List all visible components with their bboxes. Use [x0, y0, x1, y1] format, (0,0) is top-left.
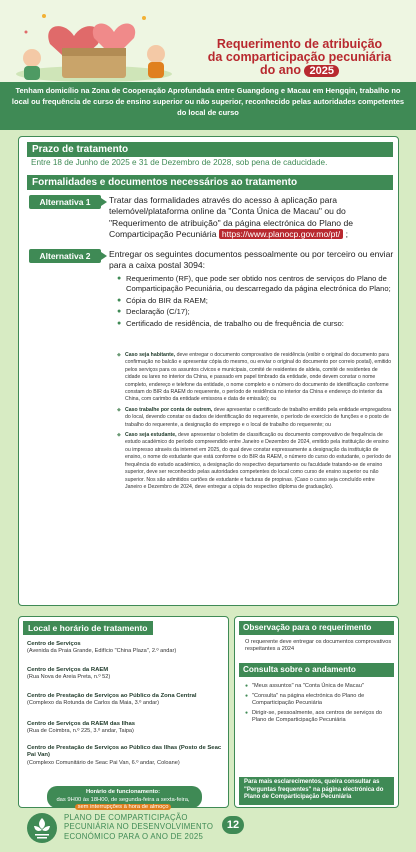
location-item: Centro de Prestação de Serviços ao Público da Zona Central (Complexo da Rotunda de Carlos da Maia, 3.º andar) — [27, 693, 197, 707]
observation-heading: Observação para o requerimento — [239, 621, 394, 635]
plan-website-link[interactable]: https://www.planocp.gov.mo/pt/ — [219, 229, 343, 239]
deadline-text: Entre 18 de Junho de 2025 e 31 de Dezembro de 2028, sob pena de caducidade. — [31, 158, 328, 167]
page-number: 12 — [222, 816, 244, 834]
list-item: ● Certificado de residência, de trabalho ou de frequência de curso: — [117, 319, 393, 329]
location-item: Centro de Serviços da RAEM (Rua Nova de Areia Preta, n.º 52) — [27, 667, 111, 681]
certificate-details — [117, 352, 393, 494]
alternative-1-badge: Alternativa 1 — [29, 195, 101, 209]
locations-box — [18, 616, 229, 808]
detail-worker: ◆ Caso trabalhe por conta de outrem, deve apresentar o certificado de trabalho emitido pela entidade empregadora do local, devendo constar os dados de identificação do requerente, o período de exercício de funções e o posto de trabalho do requerente, a designação do emprego e o local de trabalho do requerente; ou — [117, 407, 393, 429]
title-line: Requerimento de atribuição — [216, 37, 383, 51]
location-item: Centro de Prestação de Serviços ao Público das Ilhas (Posto de Seac Pai Van) (Complexo Comunitário de Seac Pai Van, 6.º andar, Coloane) — [27, 745, 222, 766]
year-badge: 2025 — [304, 65, 338, 77]
page-title — [192, 38, 407, 77]
locations-heading: Local e horário de tratamento — [23, 621, 153, 635]
observation-text: O requerente deve entregar os documentos comprovativos respeitantes a 2024 — [245, 639, 392, 652]
list-item: ● "Consulta" na página electrónica do Plano de Comparticipação Pecuniária — [245, 693, 393, 707]
detail-student: ◆ Caso seja estudante, deve apresentar o boletim de classificação ou documento comprovativo de frequência de estudo académico do período compreendido entre Janeiro e Dezembro de 2024, emitido pela instituição de ensino ou impresso através da internet em 2025, do qual deve constar expressamente a designação da instituição de ensino, o nome do estudante que está conforme o do BIR da RAEM, o número do curso do estudante, o período de frequência do estudo académico, a designação do respectivo departamento ou faculdade tratando-se de ensino superior, deve ser reconhecido pelas autoridades competentes do local como curso de ensino superior ou não superior. Nos são admitidos cartões de estudante e facturas de propinas. (Caso o curso seja concluído entre Janeiro e Dezembro de 2024, deve entregar a cópia do respectivo diploma de graduação). — [117, 432, 393, 491]
list-item: ● Declaração (C/17); — [117, 307, 393, 317]
documents-list — [117, 274, 393, 330]
info-box — [234, 616, 399, 808]
intro-banner: Tenham domicílio na Zona de Cooperação Aprofundada entre Guangdong e Macau em Hengqin, trabalho no local ou frequência de curso de ensino superior ou não superior, reconhecido pelas autoridades competentes do local de curso — [0, 82, 416, 130]
faq-callout: Para mais esclarecimentos, queira consultar as "Perguntas frequentes" na página electrónica do Plano de Comparticipação Pecuniária — [239, 777, 394, 805]
opening-hours: Horário de funcionamento: das 9H00 às 18H00, de segunda-feira a sexta-feira, sem interrupções à hora de almoço — [56, 789, 190, 810]
illustration-family-icon — [14, 6, 174, 82]
list-item: ● Cópia do BIR da RAEM; — [117, 296, 393, 306]
footer-text: PLANO DE COMPARTICIPAÇÃO PECUNIÁRIA NO DESENVOLVIMENTO ECONÓMICO PARA O ANO DE 2025 — [64, 813, 214, 841]
main-card — [18, 136, 399, 606]
title-line: da comparticipação pecuniária — [207, 50, 392, 64]
consult-heading: Consulta sobre o andamento — [239, 663, 394, 677]
consult-list — [245, 683, 393, 727]
deadline-heading: Prazo de tratamento — [27, 142, 393, 157]
alternative-2-badge: Alternativa 2 — [29, 249, 101, 263]
macau-emblem-icon — [26, 812, 58, 844]
header — [0, 0, 416, 82]
list-item: ● Requerimento (RF), que pode ser obtido nos centros de serviços do Plano de Comparticipação Pecuniária, ou descarregado da página electrónica do Plano; — [117, 274, 393, 295]
alternative-1-text: Tratar das formalidades através do acesso à aplicação para telemóvel/plataforma online da "Conta Única de Macau" ou do "Requerimento de atribuição" da página electrónica do Plano de Comparticipação Pecuniária https://www.planocp.gov.mo/pt/ ; — [109, 195, 354, 239]
detail-resident: ◆ Caso seja habitante, deve entregar o documento comprovativo de residência (exibir o original do documento para confirmação no balcão e apresentar cópia do mesmo, ou enviar o original do documento por correio postal), emitido pelos serviços para os assuntos cívicos e municipais, comité de residentes de aldeia, comité de residentes de cidade ou lares no interior da China, e passado em papel timbrado da entidade, onde devem constar o nome completo, endereço e telefone da entidade, o nome completo e o número do documento de identificação conforme constam do BIR da RAEM do requerente, o período de residência no interior da China e endereço do interior da China, com carimbo da entidade emissora e data de emissão); ou — [117, 352, 393, 404]
alternative-2-text: Entregar os seguintes documentos pessoalmente ou por terceiro ou enviar para a caixa postal 3094: — [109, 249, 394, 271]
location-item: Centro de Serviços da RAEM das Ilhas (Rua de Coimbra, n.º 225, 3.º andar, Taipa) — [27, 721, 136, 735]
list-item: ● Dirigir-se, pessoalmente, aos centros de serviços do Plano de Comparticipação Pecuniária — [245, 710, 393, 724]
list-item: ● "Meus assuntos" na "Conta Única de Macau" — [245, 683, 393, 690]
location-item: Centro de Serviços (Avenida da Praia Grande, Edifício "China Plaza", 2.º andar) — [27, 641, 177, 655]
title-line: do ano 2025 — [192, 64, 407, 77]
formalities-heading: Formalidades e documentos necessários ao tratamento — [27, 175, 393, 190]
